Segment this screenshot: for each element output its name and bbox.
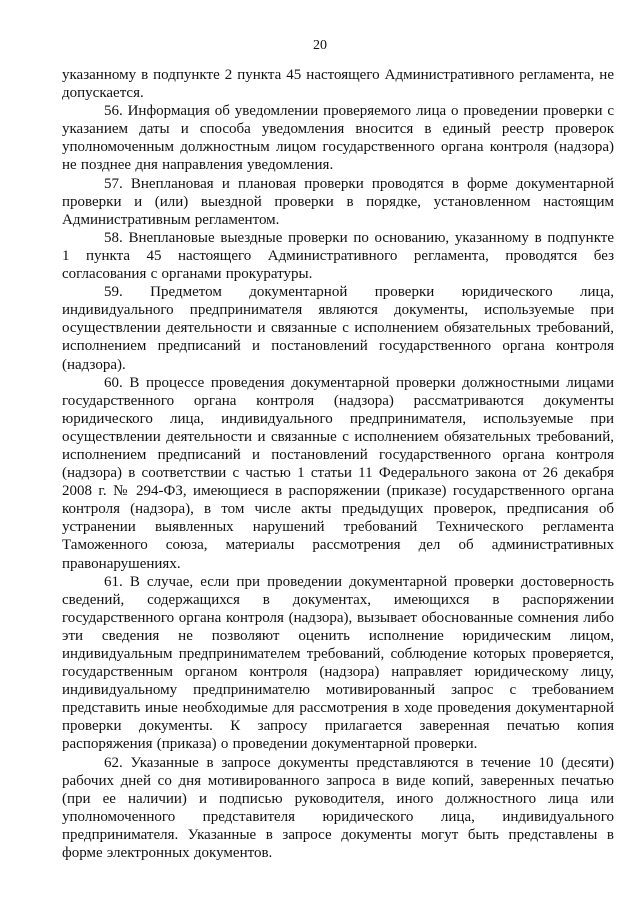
- paragraph-60: 60. В процессе проведения документарной проверки должностными лицами государственного органа контроля (надзора) рассматриваются документы юридического лица, индивидуального предпринимателя, используемые при осуществлении деятельности и связанные с исполнением обязательных требований, исполнением предписаний и постановлений государственного органа контроля (надзора) в соответствии с частью 1 статьи 11 Федерального закона от 26 декабря 2008 г. № 294-ФЗ, имеющиеся в распоряжении (приказе) государственного органа контроля (надзора), в том числе акты предыдущих проверок, предписания об устранении выявленных нарушений требований Технического регламента Таможенного союза, материалы рассмотрения дел об административных правонарушениях.: [62, 374, 614, 572]
- paragraph-57: 57. Внеплановая и плановая проверки проводятся в форме документарной проверки и (или) выездной проверки в порядке, установленном настоящим Административным регламентом.: [62, 175, 614, 228]
- paragraph-58: 58. Внеплановые выездные проверки по основанию, указанному в подпункте 1 пункта 45 настоящего Административного регламента, проводятся без согласования с органами прокуратуры.: [62, 229, 614, 283]
- page-number: 20: [313, 38, 327, 53]
- paragraph-61: 61. В случае, если при проведении документарной проверки достоверность сведений, содержащихся в документах, имеющихся в распоряжении государственного органа контроля (надзора), вызывает обоснованные сомнения либо эти сведения не позволяют оценить исполнение юридическим лицом, индивидуальным предпринимателем требований, соблюдение которых проверяется, государственным органом контроля (надзора) направляет юридическому лицу, индивидуальному предпринимателю мотивированный запрос с требованием представить иные необходимые для рассмотрения в ходе проведения документарной проверки документы. К запросу прилагается заверенная печатью копия распоряжения (приказа) о проведении документарной проверки.: [62, 573, 614, 753]
- paragraph-continuation: указанному в подпункте 2 пункта 45 настоящего Административного регламента, не допускается.: [62, 67, 614, 102]
- paragraph-56: 56. Информация об уведомлении проверяемого лица о проведении проверки с указанием даты и способа уведомления вносится в единый реестр проверок уполномоченным должностным лицом государственного органа контроля (надзора) не позднее дня направления уведомления.: [62, 103, 614, 174]
- document-body: [62, 66, 614, 862]
- paragraph-59: 59. Предметом документарной проверки юридического лица, индивидуального предпринимателя являются документы, используемые при осуществлении деятельности и связанные с исполнением обязательных требований, исполнением предписаний и постановлений государственного органа контроля (надзора).: [62, 284, 614, 373]
- paragraph-62: 62. Указанные в запросе документы представляются в течение 10 (десяти) рабочих дней со дня мотивированного запроса в виде копий, заверенных печатью (при ее наличии) и подписью руководителя, иного должностного лица или уполномоченного представителя юридического лица, индивидуального предпринимателя. Указанные в запросе документы могут быть представлены в форме электронных документов.: [62, 754, 614, 862]
